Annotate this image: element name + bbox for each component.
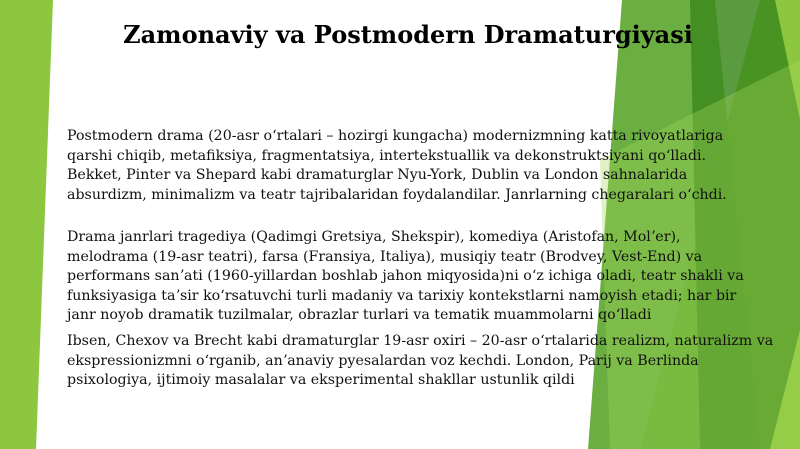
- paragraph-modern-dramatists: [67, 332, 787, 391]
- paragraph-postmodern: [67, 127, 787, 205]
- text-line: absurdizm, minimalizm va teatr tajribalaridan foydalandilar. Janrlarning chegaralari oʻchdi.: [67, 186, 727, 203]
- text-line: Ibsen, Chexov va Brecht kabi dramaturglar 19-asr oxiri – 20-asr oʻrtalarida realizm, naturalizm va: [67, 333, 774, 349]
- text-line: ekspressionizmni oʻrganib, anʼanaviy pyesalardan voz kechdi. London, Parij va Berlinda: [67, 352, 699, 369]
- text-line: Bekket, Pinter va Shepard kabi dramaturglar Nyu-York, Dublin va London sahnalarida: [67, 167, 688, 183]
- text-line: Drama janrlari tragediya (Qadimgi Gretsiya, Shekspir), komediya (Aristofan, Molʼer),: [67, 229, 681, 245]
- slide-title: Zamonaviy va Postmodern Dramaturgiyasi: [123, 20, 693, 49]
- text-line: psixologiya, ijtimoiy masalalar va eksperimental shakllar ustunlik qildi: [67, 372, 575, 388]
- text-line: performans sanʼati (1960-yillardan boshlab jahon miqyosida)ni oʻz ichiga oladi, teatr shakli va: [67, 268, 744, 284]
- text-line: funksiyasiga taʼsir koʻrsatuvchi turli madaniy va tarixiy kontekstlarni namoyish etadi; har bir: [67, 287, 737, 304]
- paragraph-genres: [67, 228, 787, 326]
- text-line: janr noyob dramatik tuzilmalar, obrazlar turlari va tematik muammolarni qoʻlladi: [67, 307, 652, 323]
- text-line: qarshi chiqib, metafiksiya, fragmentatsiya, intertekstuallik va dekonstruktsiyani qoʻlladi.: [67, 147, 706, 164]
- text-line: Postmodern drama (20-asr oʻrtalari – hozirgi kungacha) modernizmning katta rivoyatlariga: [67, 128, 724, 144]
- text-line: melodrama (19-asr teatri), farsa (Fransiya, Italiya), musiqiy teatr (Brodvey, Vest-End) va: [67, 248, 703, 265]
- left-green-shape: [0, 0, 53, 449]
